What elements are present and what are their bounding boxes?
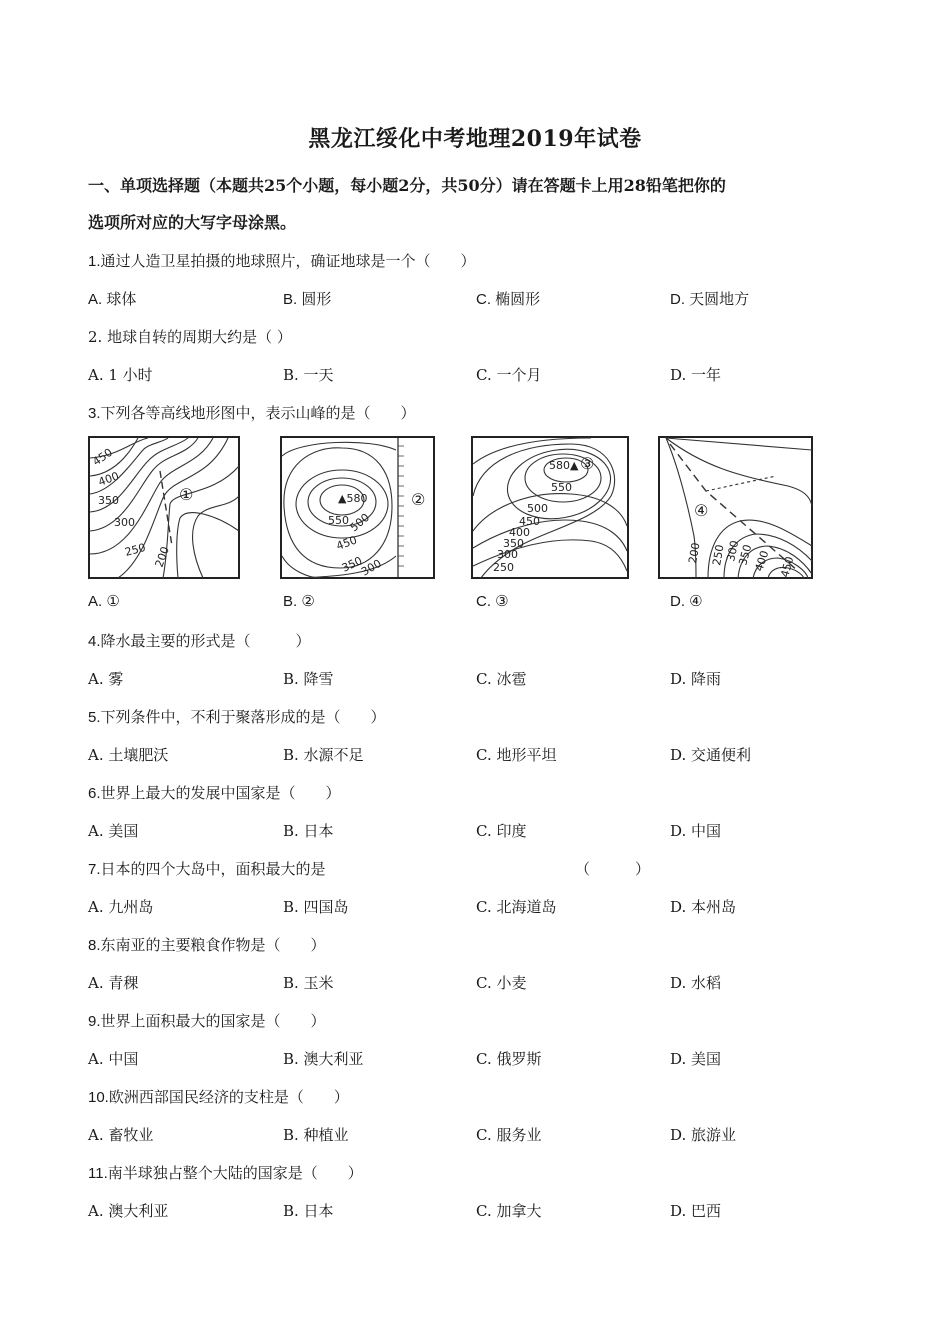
option-c[interactable]: C. 加拿大 — [476, 1202, 542, 1220]
option-a[interactable]: A. 雾 — [88, 670, 124, 688]
question-2: 2. 地球自转的周期大约是（ ） — [88, 328, 292, 346]
section-heading-line2: 选项所对应的大写字母涂黑。 — [88, 213, 297, 232]
contour-label: 400 — [509, 526, 530, 539]
option-b[interactable]: B. ② — [283, 593, 315, 610]
option-b[interactable]: B. 种植业 — [283, 1126, 349, 1144]
option-a[interactable]: A. 澳大利亚 — [88, 1202, 169, 1220]
option-c[interactable]: C. 一个月 — [476, 366, 542, 384]
contour-label: 500 — [347, 510, 373, 535]
option-b[interactable]: B. 圆形 — [283, 291, 332, 308]
question-7-answer-paren: （ ） — [575, 861, 651, 878]
question-10: 10.欧洲西部国民经济的支柱是（ ） — [88, 1089, 349, 1106]
contour-label: 200 — [152, 544, 173, 570]
map-marker: ③ — [580, 454, 595, 473]
contour-label: 350 — [736, 543, 755, 567]
contour-label: 450 — [90, 445, 115, 469]
contour-label: 500 — [527, 502, 548, 515]
option-a[interactable]: A. 畜牧业 — [88, 1126, 154, 1144]
option-c[interactable]: C. ③ — [476, 593, 509, 610]
options-4 — [88, 668, 868, 688]
map-marker: ② — [411, 490, 426, 509]
option-c[interactable]: C. 小麦 — [476, 974, 527, 992]
contour-label: 200 — [686, 541, 703, 565]
section-heading-line1: 一、单项选择题（本题共25个小题，每小题2分，共50分）请在答题卡上用28铅笔把你的 — [88, 176, 726, 195]
contour-label: 300 — [114, 516, 135, 529]
contour-maps — [88, 436, 813, 581]
contour-label: 300 — [724, 539, 742, 563]
option-d[interactable]: D. 水稻 — [670, 974, 722, 992]
contour-map-3 — [471, 436, 629, 579]
options-6 — [88, 820, 868, 840]
question-9: 9.世界上面积最大的国家是（ ） — [88, 1013, 326, 1030]
option-d[interactable]: D. ④ — [670, 593, 703, 610]
option-d[interactable]: D. 美国 — [670, 1050, 722, 1068]
question-8: 8.东南亚的主要粮食作物是（ ） — [88, 937, 326, 954]
question-7: 7.日本的四个大岛中，面积最大的是 — [88, 861, 326, 878]
option-d[interactable]: D. 本州岛 — [670, 898, 737, 916]
contour-label: 450 — [334, 533, 359, 553]
option-c[interactable]: C. 北海道岛 — [476, 898, 557, 916]
option-a[interactable]: A. 球体 — [88, 291, 137, 308]
question-4: 4.降水最主要的形式是（ ） — [88, 633, 311, 650]
contour-label: 350 — [503, 537, 524, 550]
option-c[interactable]: C. 印度 — [476, 822, 527, 840]
contour-label: 550 — [551, 481, 572, 494]
option-c[interactable]: C. 椭圆形 — [476, 291, 541, 308]
contour-label: 350 — [339, 554, 365, 575]
question-11: 11.南半球独占整个大陆的国家是（ ） — [88, 1165, 363, 1182]
option-d[interactable]: D. 巴西 — [670, 1202, 722, 1220]
options-3 — [88, 592, 868, 612]
contour-map-2 — [280, 436, 435, 579]
map-marker: ④ — [694, 501, 709, 520]
option-b[interactable]: B. 一天 — [283, 366, 334, 384]
contour-label: 400 — [96, 469, 121, 489]
contour-label: 450 — [519, 515, 540, 528]
option-c[interactable]: C. 冰雹 — [476, 670, 527, 688]
option-a[interactable]: A. 1 小时 — [88, 366, 153, 384]
contour-map-1 — [88, 436, 240, 579]
contour-label: 550 — [328, 514, 349, 527]
options-11 — [88, 1200, 868, 1220]
peak-label: ▲580 — [338, 492, 368, 505]
option-d[interactable]: D. 交通便利 — [670, 746, 752, 764]
question-1: 1.通过人造卫星拍摄的地球照片，确证地球是一个（ ） — [88, 253, 476, 270]
options-7 — [88, 896, 868, 916]
option-c[interactable]: C. 俄罗斯 — [476, 1050, 542, 1068]
options-1 — [88, 288, 868, 308]
options-8 — [88, 972, 868, 992]
question-3: 3.下列各等高线地形图中，表示山峰的是（ ） — [88, 405, 416, 422]
option-d[interactable]: D. 一年 — [670, 366, 722, 384]
contour-label: 300 — [359, 556, 384, 579]
option-b[interactable]: B. 玉米 — [283, 974, 334, 992]
option-b[interactable]: B. 降雪 — [283, 670, 334, 688]
option-a[interactable]: A. 土壤肥沃 — [88, 746, 169, 764]
option-b[interactable]: B. 四国岛 — [283, 898, 349, 916]
option-b[interactable]: B. 澳大利亚 — [283, 1050, 364, 1068]
option-d[interactable]: D. 天圆地方 — [670, 291, 750, 308]
page-title: 黑龙江绥化中考地理2019年试卷 — [308, 126, 642, 152]
question-6: 6.世界上最大的发展中国家是（ ） — [88, 785, 341, 802]
option-a[interactable]: A. 青稞 — [88, 974, 139, 992]
contour-label: 350 — [98, 494, 119, 507]
option-b[interactable]: B. 日本 — [283, 1202, 334, 1220]
option-c[interactable]: C. 地形平坦 — [476, 746, 557, 764]
option-b[interactable]: B. 水源不足 — [283, 746, 364, 764]
option-d[interactable]: D. 中国 — [670, 822, 722, 840]
option-d[interactable]: D. 旅游业 — [670, 1126, 737, 1144]
peak-label: 580▲ — [549, 459, 579, 472]
options-2 — [88, 364, 868, 384]
contour-map-4 — [658, 436, 813, 579]
options-10 — [88, 1124, 868, 1144]
contour-label: 450 — [778, 555, 797, 579]
map-marker: ① — [179, 485, 194, 504]
option-a[interactable]: A. ① — [88, 593, 120, 610]
contour-label: 400 — [752, 548, 772, 573]
question-5: 5.下列条件中，不利于聚落形成的是（ ） — [88, 709, 386, 726]
option-b[interactable]: B. 日本 — [283, 822, 334, 840]
contour-label: 250 — [123, 540, 148, 559]
option-a[interactable]: A. 美国 — [88, 822, 139, 840]
option-d[interactable]: D. 降雨 — [670, 670, 722, 688]
option-a[interactable]: A. 九州岛 — [88, 898, 154, 916]
options-5 — [88, 744, 868, 764]
option-c[interactable]: C. 服务业 — [476, 1126, 542, 1144]
contour-label: 250 — [493, 561, 514, 574]
contour-label: 250 — [710, 543, 727, 567]
options-9 — [88, 1048, 868, 1068]
option-a[interactable]: A. 中国 — [88, 1050, 139, 1068]
contour-label: 300 — [497, 548, 518, 561]
